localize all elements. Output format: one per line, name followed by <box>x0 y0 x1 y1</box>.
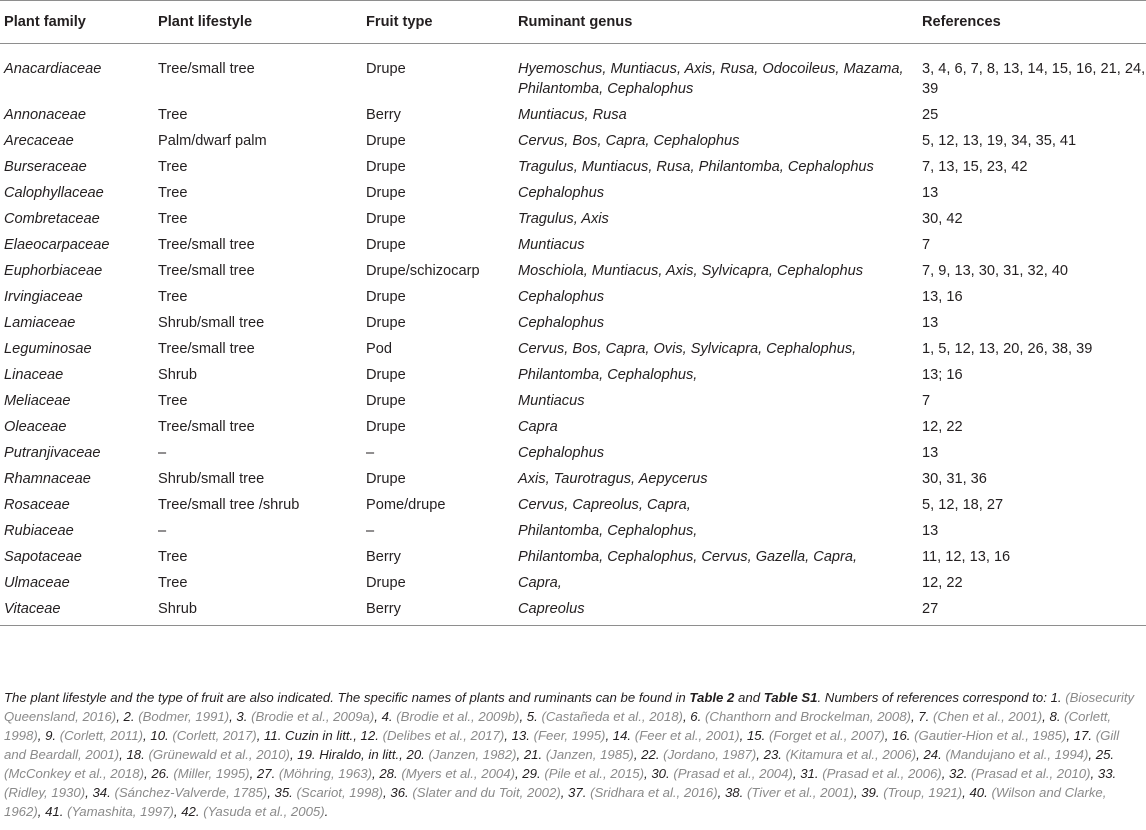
cell-plant-family: Rosaceae <box>4 497 70 513</box>
cell-ruminant-genus: Moschiola, Muntiacus, Axis, Sylvicapra, Cephalophus <box>518 263 864 279</box>
cell-fruit-type: Drupe <box>366 575 406 591</box>
cell-plant-lifestyle: Tree <box>158 549 188 565</box>
cell-references: 7 <box>922 393 931 409</box>
cell-plant-family: Annonaceae <box>4 107 86 123</box>
reference-number: 3. <box>236 709 248 724</box>
table-row <box>0 544 1146 570</box>
reference-number: 4. <box>381 709 393 724</box>
cell-plant-lifestyle: Tree/small tree <box>158 263 255 279</box>
table-row <box>0 492 1146 518</box>
reference-number: 11. <box>264 728 282 743</box>
cell-fruit-type: Drupe <box>366 185 406 201</box>
cell-plant-family: Lamiaceae <box>4 315 76 331</box>
cell-plant-family: Anacardiaceae <box>4 61 102 77</box>
cell-plant-lifestyle: Shrub/small tree <box>158 471 265 487</box>
cell-plant-family: Linaceae <box>4 367 64 383</box>
cell-plant-lifestyle: Tree <box>158 393 188 409</box>
cell-references: 7, 9, 13, 30, 31, 32, 40 <box>922 263 1069 279</box>
cell-references: 27 <box>922 601 939 617</box>
cell-fruit-type: Drupe <box>366 61 406 77</box>
cell-references: 13, 16 <box>922 289 963 305</box>
reference-citation[interactable]: (Forget et al., 2007) <box>768 728 885 743</box>
reference-number: 22. <box>641 747 660 762</box>
reference-number: 39. <box>861 785 880 800</box>
footnote-and: and <box>734 690 764 705</box>
reference-number: 38. <box>724 785 744 800</box>
table-row <box>0 596 1146 626</box>
cell-plant-lifestyle: Tree/small tree <box>158 419 255 435</box>
table-row <box>0 258 1146 284</box>
cell-plant-family: Calophyllaceae <box>4 185 104 201</box>
cell-fruit-type: Drupe <box>366 367 406 383</box>
reference-number: 5. <box>526 709 538 724</box>
reference-list: 1. (Biosecurity Queensland, 2016), 2. (Bodmer, 1991), 3. (Brodie et al., 2009a), 4. (Brodie et al., 2009b), 5. (Castañeda et al., 2018), 6. (Chanthorn and Brockelman, 2008), 7. (Chen et al., 2001), 8. (Corlett, 1998), 9. (Corlett, 2011), 10. (Corlett, 2017), 11. Cuzin in litt., 12. (Delibes et al., 2017), 13. (Feer, 1995), 14. (Feer et al., 2001), 15. (Forget et al., 2007), 16. (Gautier-Hion et al., 1985), 17. (Gill and Beardall, 2001), 18. (Grünewald et al., 2010), 19. Hiraldo, in litt., 20. (Janzen, 1982), 21. (Janzen, 1985), 22. (Jordano, 1987), 23. (Kitamura et al., 2006), 24. (Mandujano et al., 1994), 25. (McConkey et al., 2018), 26. (Miller, 1995), 27. (Möhring, 1963), 28. (Myers et al., 2004), 29. (Pile et al., 2015), 30. (Prasad et al., 2004), 31. (Prasad et al., 2006), 32. (Prasad et al., 2010), 33. (Ridley, 1930), 34. (Sánchez-Valverde, 1785), 35. (Scariot, 1998), 36. (Slater and du Toit, 2002), 37. (Sridhara et al., 2016), 38. (Tiver et al., 2001), 39. (Troup, 1921), 40. (Wilson and Clarke, 1962), 41. (Yamashita, 1997), 42. (Yasuda et al., 2005). <box>4 690 1135 819</box>
cell-references: 25 <box>922 107 939 123</box>
reference-citation[interactable]: (Ridley, 1930) <box>4 785 86 800</box>
reference-number: 40. <box>969 785 988 800</box>
reference-number: 28. <box>379 766 398 781</box>
reference-citation[interactable]: (Gautier-Hion et al., 1985) <box>914 728 1067 743</box>
cell-ruminant-genus: Muntiacus <box>518 393 585 409</box>
cell-fruit-type: Drupe <box>366 133 406 149</box>
cell-fruit-type: Drupe <box>366 159 406 175</box>
cell-references: 5, 12, 18, 27 <box>922 497 1004 513</box>
cell-plant-lifestyle: Tree <box>158 159 188 175</box>
cell-references: 13 <box>922 523 939 539</box>
reference-citation[interactable]: (Yasuda et al., 2005) <box>203 804 325 819</box>
reference-citation[interactable]: (Prasad et al., 2010) <box>971 766 1091 781</box>
table-header-row <box>0 1 1146 44</box>
reference-citation[interactable]: (Sridhara et al., 2016) <box>590 785 718 800</box>
header-fruit-type: Fruit type <box>366 14 433 30</box>
cell-references: 13; 16 <box>922 367 963 383</box>
cell-references: 30, 31, 36 <box>922 471 987 487</box>
reference-citation[interactable]: (Corlett, 1998) <box>4 709 1112 743</box>
reference-citation[interactable]: (Prasad et al., 2006) <box>822 766 942 781</box>
cell-references: 30, 42 <box>922 211 963 227</box>
reference-number: 42. <box>181 804 200 819</box>
reference-number: 31. <box>800 766 819 781</box>
reference-citation[interactable]: (Castañeda et al., 2018) <box>541 709 683 724</box>
cell-fruit-type: Drupe <box>366 289 406 305</box>
cell-plant-family: Putranjivaceae <box>4 445 101 461</box>
cell-plant-lifestyle: Palm/dwarf palm <box>158 133 267 149</box>
cell-ruminant-genus: Capra, <box>518 575 562 591</box>
cell-ruminant-genus: Philantomba, Cephalophus, Cervus, Gazella, Capra, <box>518 549 858 565</box>
cell-ruminant-genus: Cervus, Bos, Capra, Cephalophus <box>518 133 740 149</box>
cell-fruit-type: – <box>366 523 375 539</box>
table-row <box>0 466 1146 492</box>
reference-number: 41. <box>45 804 64 819</box>
cell-plant-family: Burseraceae <box>4 159 87 175</box>
table-row <box>0 128 1146 154</box>
cell-plant-family: Ulmaceae <box>4 575 70 591</box>
cell-plant-family: Elaeocarpaceae <box>4 237 110 253</box>
cell-plant-family: Combretaceae <box>4 211 100 227</box>
reference-number: 1. <box>1050 690 1062 705</box>
reference-number: 37. <box>568 785 587 800</box>
reference-number: 35. <box>274 785 293 800</box>
cell-fruit-type: Drupe <box>366 471 406 487</box>
table-row <box>0 518 1146 544</box>
reference-number: 33. <box>1097 766 1117 781</box>
reference-number: 15. <box>746 728 766 743</box>
cell-references: 7, 13, 15, 23, 42 <box>922 159 1028 175</box>
reference-citation[interactable]: (Brodie et al., 2009a) <box>251 709 375 724</box>
cell-plant-lifestyle: Tree <box>158 185 188 201</box>
reference-number: 6. <box>690 709 702 724</box>
cell-ruminant-genus: Axis, Taurotragus, Aepycerus <box>518 471 708 487</box>
cell-ruminant-genus: Cephalophus <box>518 185 605 201</box>
reference-citation[interactable]: (Feer et al., 2001) <box>634 728 740 743</box>
table-row <box>0 206 1146 232</box>
table-row <box>0 44 1146 103</box>
reference-number: 21. <box>523 747 543 762</box>
reference-citation[interactable]: (Corlett, 2017) <box>172 728 257 743</box>
cell-fruit-type: Drupe <box>366 315 406 331</box>
cell-plant-lifestyle: Tree <box>158 289 188 305</box>
cell-plant-lifestyle: – <box>158 445 167 461</box>
cell-plant-family: Euphorbiaceae <box>4 263 103 279</box>
tables1-link[interactable]: Table S1 <box>763 690 818 705</box>
reference-number: 19. <box>297 747 316 762</box>
table-row <box>0 570 1146 596</box>
cell-plant-family: Sapotaceae <box>4 549 82 565</box>
reference-number: 32. <box>949 766 968 781</box>
reference-citation[interactable]: (Chen et al., 2001) <box>932 709 1043 724</box>
cell-ruminant-genus: Muntiacus <box>518 237 585 253</box>
cell-ruminant-genus: Tragulus, Axis <box>518 211 609 227</box>
cell-fruit-type: Drupe <box>366 211 406 227</box>
cell-plant-lifestyle: – <box>158 523 167 539</box>
table-row <box>0 284 1146 310</box>
cell-plant-family: Leguminosae <box>4 341 92 357</box>
reference-citation[interactable]: (Chanthorn and Brockelman, 2008) <box>704 709 911 724</box>
reference-citation[interactable]: (Yamashita, 1997) <box>67 804 174 819</box>
reference-number: 14. <box>612 728 632 743</box>
reference-number: 16. <box>892 728 911 743</box>
cell-fruit-type: – <box>366 445 375 461</box>
cell-references: 1, 5, 12, 13, 20, 26, 38, 39 <box>922 341 1093 357</box>
cell-references: 3, 4, 6, 7, 8, 13, 14, 15, 16, 21, 24, 39 <box>922 61 1146 97</box>
cell-ruminant-genus: Cervus, Capreolus, Capra, <box>518 497 691 513</box>
cell-references: 11, 12, 13, 16 <box>922 549 1011 565</box>
reference-citation[interactable]: (Prasad et al., 2004) <box>673 766 793 781</box>
reference-citation[interactable]: (Bodmer, 1991) <box>138 709 230 724</box>
reference-citation[interactable]: (Biosecurity Queensland, 2016) <box>4 690 1135 724</box>
reference-number: 9. <box>45 728 57 743</box>
reference-number: 7. <box>918 709 930 724</box>
cell-fruit-type: Drupe <box>366 419 406 435</box>
reference-citation[interactable]: (Grünewald et al., 2010) <box>148 747 290 762</box>
cell-references: 5, 12, 13, 19, 34, 35, 41 <box>922 133 1077 149</box>
reference-citation[interactable]: (Mandujano et al., 1994) <box>945 747 1089 762</box>
cell-ruminant-genus: Tragulus, Muntiacus, Rusa, Philantomba, Cephalophus <box>518 159 874 175</box>
reference-citation[interactable]: (Wilson and Clarke, 1962) <box>4 785 1107 819</box>
reference-number: 10. <box>150 728 169 743</box>
cell-plant-family: Rhamnaceae <box>4 471 91 487</box>
cell-fruit-type: Drupe <box>366 393 406 409</box>
header-ruminant-genus: Ruminant genus <box>518 14 633 30</box>
reference-citation[interactable]: (Miller, 1995) <box>173 766 250 781</box>
cell-ruminant-genus: Hyemoschus, Muntiacus, Axis, Rusa, Odocoileus, Mazama, Philantomba, Cephalophus <box>518 61 904 97</box>
cell-plant-lifestyle: Tree <box>158 211 188 227</box>
cell-references: 13 <box>922 185 939 201</box>
cell-plant-family: Vitaceae <box>4 601 61 617</box>
reference-number: 26. <box>151 766 170 781</box>
cell-fruit-type: Drupe/schizocarp <box>366 263 480 279</box>
reference-citation[interactable]: (Slater and du Toit, 2002) <box>412 785 561 800</box>
table2-link[interactable]: Table 2 <box>689 690 735 705</box>
reference-number: 34. <box>92 785 111 800</box>
cell-plant-lifestyle: Tree/small tree <box>158 237 255 253</box>
cell-plant-family: Meliaceae <box>4 393 71 409</box>
table-row <box>0 102 1146 128</box>
cell-references: 12, 22 <box>922 575 963 591</box>
cell-ruminant-genus: Capra <box>518 419 558 435</box>
reference-number: 23. <box>763 747 782 762</box>
footnote-intro: The plant lifestyle and the type of fruit are also indicated. The specific names of plants and ruminants can be found in <box>4 690 690 705</box>
cell-fruit-type: Pod <box>366 341 392 357</box>
reference-number: 17. <box>1073 728 1093 743</box>
reference-number: 36. <box>390 785 409 800</box>
reference-citation[interactable]: (Pile et al., 2015) <box>544 766 645 781</box>
reference-citation[interactable]: (Delibes et al., 2017) <box>382 728 505 743</box>
table-row <box>0 336 1146 362</box>
reference-citation[interactable]: (Janzen, 1982) <box>428 747 517 762</box>
cell-plant-lifestyle: Shrub <box>158 367 197 383</box>
reference-citation[interactable]: (Corlett, 2011) <box>59 728 144 743</box>
cell-fruit-type: Drupe <box>366 237 406 253</box>
cell-ruminant-genus: Capreolus <box>518 601 585 617</box>
reference-citation[interactable]: (Troup, 1921) <box>883 785 963 800</box>
header-references: References <box>922 14 1001 30</box>
cell-plant-lifestyle: Tree <box>158 575 188 591</box>
table-row <box>0 362 1146 388</box>
cell-plant-family: Rubiaceae <box>4 523 74 539</box>
reference-number: 12. <box>360 728 379 743</box>
footnote-lead: . Numbers of references correspond to: <box>817 690 1051 705</box>
cell-ruminant-genus: Philantomba, Cephalophus, <box>518 523 698 539</box>
reference-citation[interactable]: (Scariot, 1998) <box>296 785 384 800</box>
reference-number: 27. <box>256 766 276 781</box>
cell-plant-family: Irvingiaceae <box>4 289 83 305</box>
reference-citation[interactable]: (Möhring, 1963) <box>278 766 373 781</box>
table-row <box>0 310 1146 336</box>
reference-citation[interactable]: (Tiver et al., 2001) <box>746 785 854 800</box>
reference-citation: Hiraldo, in litt. <box>319 747 400 762</box>
table-row <box>0 180 1146 206</box>
reference-citation[interactable]: (Kitamura et al., 2006) <box>785 747 917 762</box>
cell-fruit-type: Berry <box>366 601 401 617</box>
reference-number: 13. <box>511 728 530 743</box>
cell-fruit-type: Pome/drupe <box>366 497 446 513</box>
table-row <box>0 232 1146 258</box>
reference-citation[interactable]: (McConkey et al., 2018) <box>4 766 144 781</box>
table-row <box>0 388 1146 414</box>
reference-citation: Cuzin in litt. <box>285 728 354 743</box>
table-row <box>0 440 1146 466</box>
reference-citation[interactable]: (Sánchez-Valverde, 1785) <box>114 785 268 800</box>
cell-fruit-type: Berry <box>366 549 401 565</box>
header-plant-lifestyle: Plant lifestyle <box>158 14 253 30</box>
reference-citation[interactable]: (Jordano, 1987) <box>663 747 757 762</box>
cell-ruminant-genus: Philantomba, Cephalophus, <box>518 367 698 383</box>
cell-plant-lifestyle: Shrub <box>158 601 197 617</box>
reference-citation[interactable]: (Myers et al., 2004) <box>401 766 515 781</box>
cell-fruit-type: Berry <box>366 107 401 123</box>
reference-number: 24. <box>923 747 942 762</box>
header-plant-family: Plant family <box>4 14 86 30</box>
reference-citation[interactable]: (Janzen, 1985) <box>545 747 634 762</box>
cell-plant-lifestyle: Tree/small tree <box>158 341 255 357</box>
reference-number: 8. <box>1049 709 1061 724</box>
cell-references: 12, 22 <box>922 419 963 435</box>
reference-number: 29. <box>522 766 541 781</box>
cell-plant-lifestyle: Tree/small tree /shrub <box>158 497 300 513</box>
table-body <box>0 44 1146 626</box>
reference-number: 20. <box>406 747 425 762</box>
cell-ruminant-genus: Cephalophus <box>518 289 605 305</box>
cell-ruminant-genus: Cervus, Bos, Capra, Ovis, Sylvicapra, Cephalophus, <box>518 341 857 357</box>
cell-plant-family: Arecaceae <box>4 133 74 149</box>
cell-ruminant-genus: Cephalophus <box>518 315 605 331</box>
reference-number: 25. <box>1095 747 1115 762</box>
reference-citation[interactable]: (Gill and Beardall, 2001) <box>4 728 1120 762</box>
cell-ruminant-genus: Cephalophus <box>518 445 605 461</box>
cell-plant-lifestyle: Tree <box>158 107 188 123</box>
table-row <box>0 414 1146 440</box>
reference-number: 30. <box>651 766 670 781</box>
cell-plant-lifestyle: Tree/small tree <box>158 61 255 77</box>
reference-citation[interactable]: (Feer, 1995) <box>533 728 606 743</box>
cell-references: 13 <box>922 315 939 331</box>
cell-references: 13 <box>922 445 939 461</box>
reference-number: 2. <box>123 709 135 724</box>
cell-plant-lifestyle: Shrub/small tree <box>158 315 265 331</box>
cell-references: 7 <box>922 237 931 253</box>
table-footnote <box>4 688 1142 821</box>
cell-plant-family: Oleaceae <box>4 419 67 435</box>
cell-ruminant-genus: Muntiacus, Rusa <box>518 107 627 123</box>
reference-citation[interactable]: (Brodie et al., 2009b) <box>396 709 520 724</box>
reference-number: 18. <box>126 747 145 762</box>
table-row <box>0 154 1146 180</box>
